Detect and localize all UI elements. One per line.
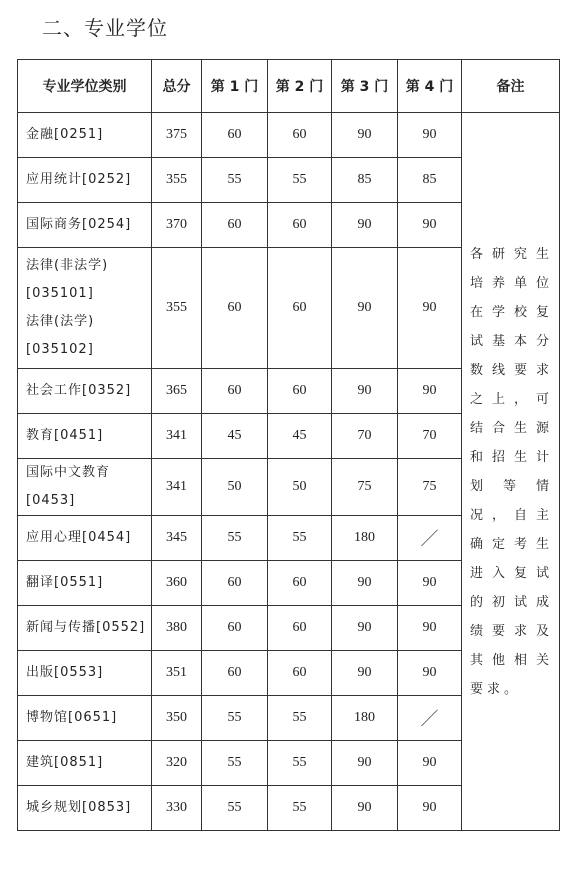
row-subject-4: 90	[398, 369, 462, 414]
row-subject-3: 85	[332, 158, 398, 203]
row-subject-4: 90	[398, 741, 462, 786]
row-category: 国际商务[0254]	[18, 203, 152, 248]
row-category-line: [035101]	[26, 286, 94, 301]
row-subject-4: 70	[398, 414, 462, 459]
row-subject-4: ／	[398, 516, 462, 561]
row-subject-2: 60	[268, 203, 332, 248]
row-subject-2: 45	[268, 414, 332, 459]
row-subject-1: 55	[202, 516, 268, 561]
row-subject-2: 60	[268, 606, 332, 651]
header-subject-2: 第 2 门	[268, 60, 332, 113]
row-subject-1: 60	[202, 369, 268, 414]
row-subject-1: 60	[202, 113, 268, 158]
row-category	[18, 248, 152, 369]
row-subject-1: 60	[202, 248, 268, 369]
header-total: 总分	[152, 60, 202, 113]
row-subject-2: 60	[268, 248, 332, 369]
row-subject-1: 55	[202, 741, 268, 786]
row-total: 350	[152, 696, 202, 741]
row-subject-3: 90	[332, 203, 398, 248]
row-category-line: [035102]	[26, 342, 94, 357]
row-subject-4: 75	[398, 459, 462, 516]
row-subject-3: 90	[332, 651, 398, 696]
header-subject-4: 第 4 门	[398, 60, 462, 113]
row-subject-2: 60	[268, 369, 332, 414]
row-subject-4: 90	[398, 203, 462, 248]
row-category: 建筑[0851]	[18, 741, 152, 786]
row-subject-2: 60	[268, 651, 332, 696]
table-row	[18, 113, 560, 158]
row-category: 社会工作[0352]	[18, 369, 152, 414]
header-category: 专业学位类别	[18, 60, 152, 113]
row-subject-2: 55	[268, 696, 332, 741]
row-subject-1: 55	[202, 696, 268, 741]
row-total: 355	[152, 158, 202, 203]
row-total: 351	[152, 651, 202, 696]
row-subject-4: 90	[398, 113, 462, 158]
row-subject-3: 90	[332, 741, 398, 786]
row-subject-4: 90	[398, 248, 462, 369]
row-category: 博物馆[0651]	[18, 696, 152, 741]
row-subject-2: 60	[268, 113, 332, 158]
row-subject-1: 60	[202, 606, 268, 651]
row-subject-4: 90	[398, 606, 462, 651]
row-category: 应用心理[0454]	[18, 516, 152, 561]
row-category: 金融[0251]	[18, 113, 152, 158]
row-total: 365	[152, 369, 202, 414]
row-subject-3: 90	[332, 786, 398, 831]
row-subject-3: 90	[332, 248, 398, 369]
row-category: 翻译[0551]	[18, 561, 152, 606]
row-subject-1: 60	[202, 651, 268, 696]
row-subject-3: 75	[332, 459, 398, 516]
row-subject-4: 90	[398, 651, 462, 696]
row-subject-1: 50	[202, 459, 268, 516]
row-subject-2: 55	[268, 516, 332, 561]
row-category: 教育[0451]	[18, 414, 152, 459]
row-subject-1: 55	[202, 158, 268, 203]
row-subject-1: 60	[202, 561, 268, 606]
row-category-line: 法律(非法学)	[26, 258, 109, 273]
row-subject-2: 55	[268, 786, 332, 831]
row-subject-1: 55	[202, 786, 268, 831]
row-subject-2: 60	[268, 561, 332, 606]
row-subject-4: ／	[398, 696, 462, 741]
note-cell: 各研究生培养单位在学校复试基本分数线要求之上，可结合生源和招生计划等情况，自主确定考生进入复试的初试成绩要求及其他相关要求。	[462, 113, 560, 831]
row-subject-4: 90	[398, 786, 462, 831]
row-subject-2: 50	[268, 459, 332, 516]
table-header-row	[18, 60, 560, 113]
row-subject-2: 55	[268, 741, 332, 786]
row-total: 355	[152, 248, 202, 369]
row-total: 320	[152, 741, 202, 786]
row-subject-3: 90	[332, 369, 398, 414]
row-total: 345	[152, 516, 202, 561]
score-table	[17, 59, 560, 831]
row-total: 380	[152, 606, 202, 651]
row-subject-3: 70	[332, 414, 398, 459]
row-subject-3: 90	[332, 606, 398, 651]
row-total: 360	[152, 561, 202, 606]
row-subject-4: 85	[398, 158, 462, 203]
row-total: 341	[152, 459, 202, 516]
row-category-line: [0453]	[26, 493, 76, 508]
row-total: 330	[152, 786, 202, 831]
row-subject-3: 90	[332, 561, 398, 606]
row-category: 新闻与传播[0552]	[18, 606, 152, 651]
row-subject-3: 180	[332, 516, 398, 561]
row-total: 370	[152, 203, 202, 248]
row-subject-1: 45	[202, 414, 268, 459]
row-category	[18, 459, 152, 516]
row-subject-3: 180	[332, 696, 398, 741]
row-subject-3: 90	[332, 113, 398, 158]
header-subject-1: 第 1 门	[202, 60, 268, 113]
row-category: 城乡规划[0853]	[18, 786, 152, 831]
header-subject-3: 第 3 门	[332, 60, 398, 113]
row-category-line: 法律(法学)	[26, 314, 95, 329]
row-total: 375	[152, 113, 202, 158]
section-heading: 二、专业学位	[42, 16, 168, 40]
row-category: 出版[0553]	[18, 651, 152, 696]
row-subject-2: 55	[268, 158, 332, 203]
row-total: 341	[152, 414, 202, 459]
row-category-line: 国际中文教育	[26, 465, 111, 480]
row-category: 应用统计[0252]	[18, 158, 152, 203]
row-subject-1: 60	[202, 203, 268, 248]
row-subject-4: 90	[398, 561, 462, 606]
header-note: 备注	[462, 60, 560, 113]
